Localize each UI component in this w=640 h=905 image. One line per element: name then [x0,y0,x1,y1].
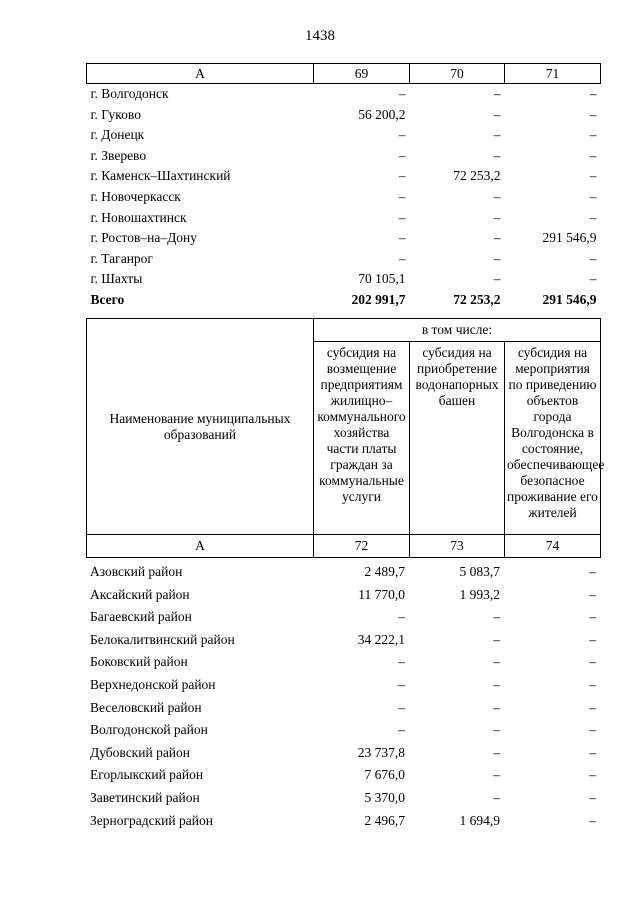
table-row [87,84,601,105]
municipality-name: г. Донецк [90,127,145,143]
table-row [87,187,601,208]
cell-value: – [493,147,501,163]
cell-value: 2 496,7 [364,812,405,828]
page-number: 1438 [305,28,335,44]
cell-value: 2 489,7 [364,564,405,579]
table-row [86,719,600,742]
cell-value: – [589,564,596,579]
cell-value: – [493,722,500,738]
column-number: 70 [410,64,505,84]
table-row [86,651,600,674]
table-row [86,742,600,765]
cell-value: – [493,209,501,225]
cell-value: – [589,654,596,670]
table-row [86,606,600,629]
cell-value: 1 993,2 [459,586,500,602]
municipality-name: г. Шахты [90,271,143,287]
table-row [86,787,600,810]
municipality-name-header: Наименование муниципальных образований [87,319,314,535]
municipality-name: Веселовский район [90,699,202,715]
cell-value: – [398,86,406,101]
cell-value: 72 253,2 [453,168,501,184]
cell-value: – [493,631,500,647]
cell-value: – [398,676,405,692]
cell-value: – [589,250,597,266]
municipality-name: Боковский район [90,654,188,670]
cell-value: – [589,744,596,760]
table-row [86,697,600,720]
municipality-name: г. Волгодонск [90,86,169,101]
cell-value: – [589,209,597,225]
cell-value: – [493,250,501,266]
column-number: А [87,64,314,84]
municipality-name: Заветинский район [90,789,200,805]
group-header: в том числе: [314,319,601,342]
table-row [87,125,601,146]
cell-value: – [493,86,501,101]
total-value: 291 546,9 [542,291,597,307]
cell-value: 56 200,2 [358,106,406,122]
cell-value: – [589,722,596,738]
column-number-row [87,535,601,558]
subsidy-table-cities [86,63,601,311]
cell-value: 11 770,0 [358,586,405,602]
municipality-name: г. Новошахтинск [90,209,187,225]
cell-value: – [493,106,501,122]
cell-value: 5 370,0 [364,789,405,805]
total-label: Всего [90,291,125,307]
column-number: 69 [314,64,410,84]
table-row [86,764,600,787]
cell-value: – [398,147,406,163]
table-row [87,166,601,187]
cell-value: – [398,127,406,143]
column-number: 74 [505,535,601,558]
cell-value: – [398,209,406,225]
cell-value: – [589,676,596,692]
cell-value: – [589,767,596,783]
table-row [87,249,601,270]
column-number-row [87,64,601,84]
table-row [86,810,600,833]
cell-value: – [493,767,500,783]
cell-value: – [398,609,405,625]
municipality-name: Волгодонской район [90,722,208,738]
municipality-name: Дубовский район [90,744,191,760]
column-number: 73 [410,535,505,558]
municipality-name: Аксайский район [90,586,190,602]
column-number: 72 [314,535,410,558]
cell-value: – [398,230,406,246]
municipality-name: Багаевский район [90,609,192,625]
cell-value: – [398,168,406,184]
municipality-name: г. Зверево [90,147,147,163]
cell-value: 23 737,8 [357,744,405,760]
cell-value: – [493,654,500,670]
cell-value: 70 105,1 [358,271,406,287]
cell-value: – [589,609,596,625]
column-number: 71 [505,64,601,84]
cell-value: 1 694,9 [459,812,500,828]
cell-value: 7 676,0 [364,767,405,783]
column-number: А [87,535,314,558]
municipality-name: Верхнедонской район [90,676,216,692]
subsidy-table-districts [86,561,600,832]
cell-value: – [398,188,406,204]
cell-value: – [493,188,501,204]
cell-value: 5 083,7 [459,564,500,579]
table-row [87,105,601,126]
cell-value: – [589,168,597,184]
municipality-name: г. Таганрог [90,250,153,266]
cell-value: 34 222,1 [357,631,405,647]
cell-value: – [589,188,597,204]
cell-value: – [493,609,500,625]
total-value: 202 991,7 [351,291,406,307]
cell-value: – [493,789,500,805]
cell-value: – [589,147,597,163]
municipality-name: Азовский район [90,564,183,579]
cell-value: 291 546,9 [542,230,597,246]
municipality-name: Егорлыкский район [90,767,204,783]
cell-value: – [589,586,596,602]
municipality-name: г. Каменск–Шахтинский [90,168,231,184]
table-row [86,584,600,607]
cell-value: – [398,722,405,738]
cell-value: – [398,250,406,266]
cell-value: – [493,230,501,246]
column-header-74: субсидия на мероприятия по приведению объектов города Волгодонска в состояние, обеспечивающее безопасное проживание его жителей [505,342,601,535]
subsidy-table-header [86,318,605,558]
total-row [87,290,601,311]
cell-value: – [589,789,596,805]
table-row [86,629,600,652]
table-row [86,674,600,697]
municipality-name: г. Ростов–на–Дону [90,230,198,246]
column-header-73: субсидия на приобретение водонапорных башен [410,342,505,535]
cell-value: – [589,86,597,101]
total-value: 72 253,2 [453,291,501,307]
cell-value: – [493,699,500,715]
cell-value: – [493,127,501,143]
municipality-name: Зерноградский район [90,812,213,828]
cell-value: – [589,271,597,287]
column-header-72: субсидия на возмещение предприятиям жилищно–коммунального хозяйства части платы граждан за коммунальные услуги [314,342,410,535]
cell-value: – [493,676,500,692]
municipality-name: Белокалитвинский район [90,631,235,647]
municipality-name: г. Новочеркасск [90,188,181,204]
cell-value: – [589,812,596,828]
table-row [87,146,601,167]
table-row [87,269,601,290]
cell-value: – [589,631,596,647]
table-row [87,208,601,229]
cell-value: – [398,699,405,715]
cell-value: – [398,654,405,670]
cell-value: – [589,699,596,715]
municipality-name: г. Гуково [90,106,141,122]
table-row [87,228,601,249]
cell-value: – [493,744,500,760]
cell-value: – [493,271,501,287]
cell-value: – [589,127,597,143]
cell-value: – [589,106,597,122]
table-row [86,561,600,584]
